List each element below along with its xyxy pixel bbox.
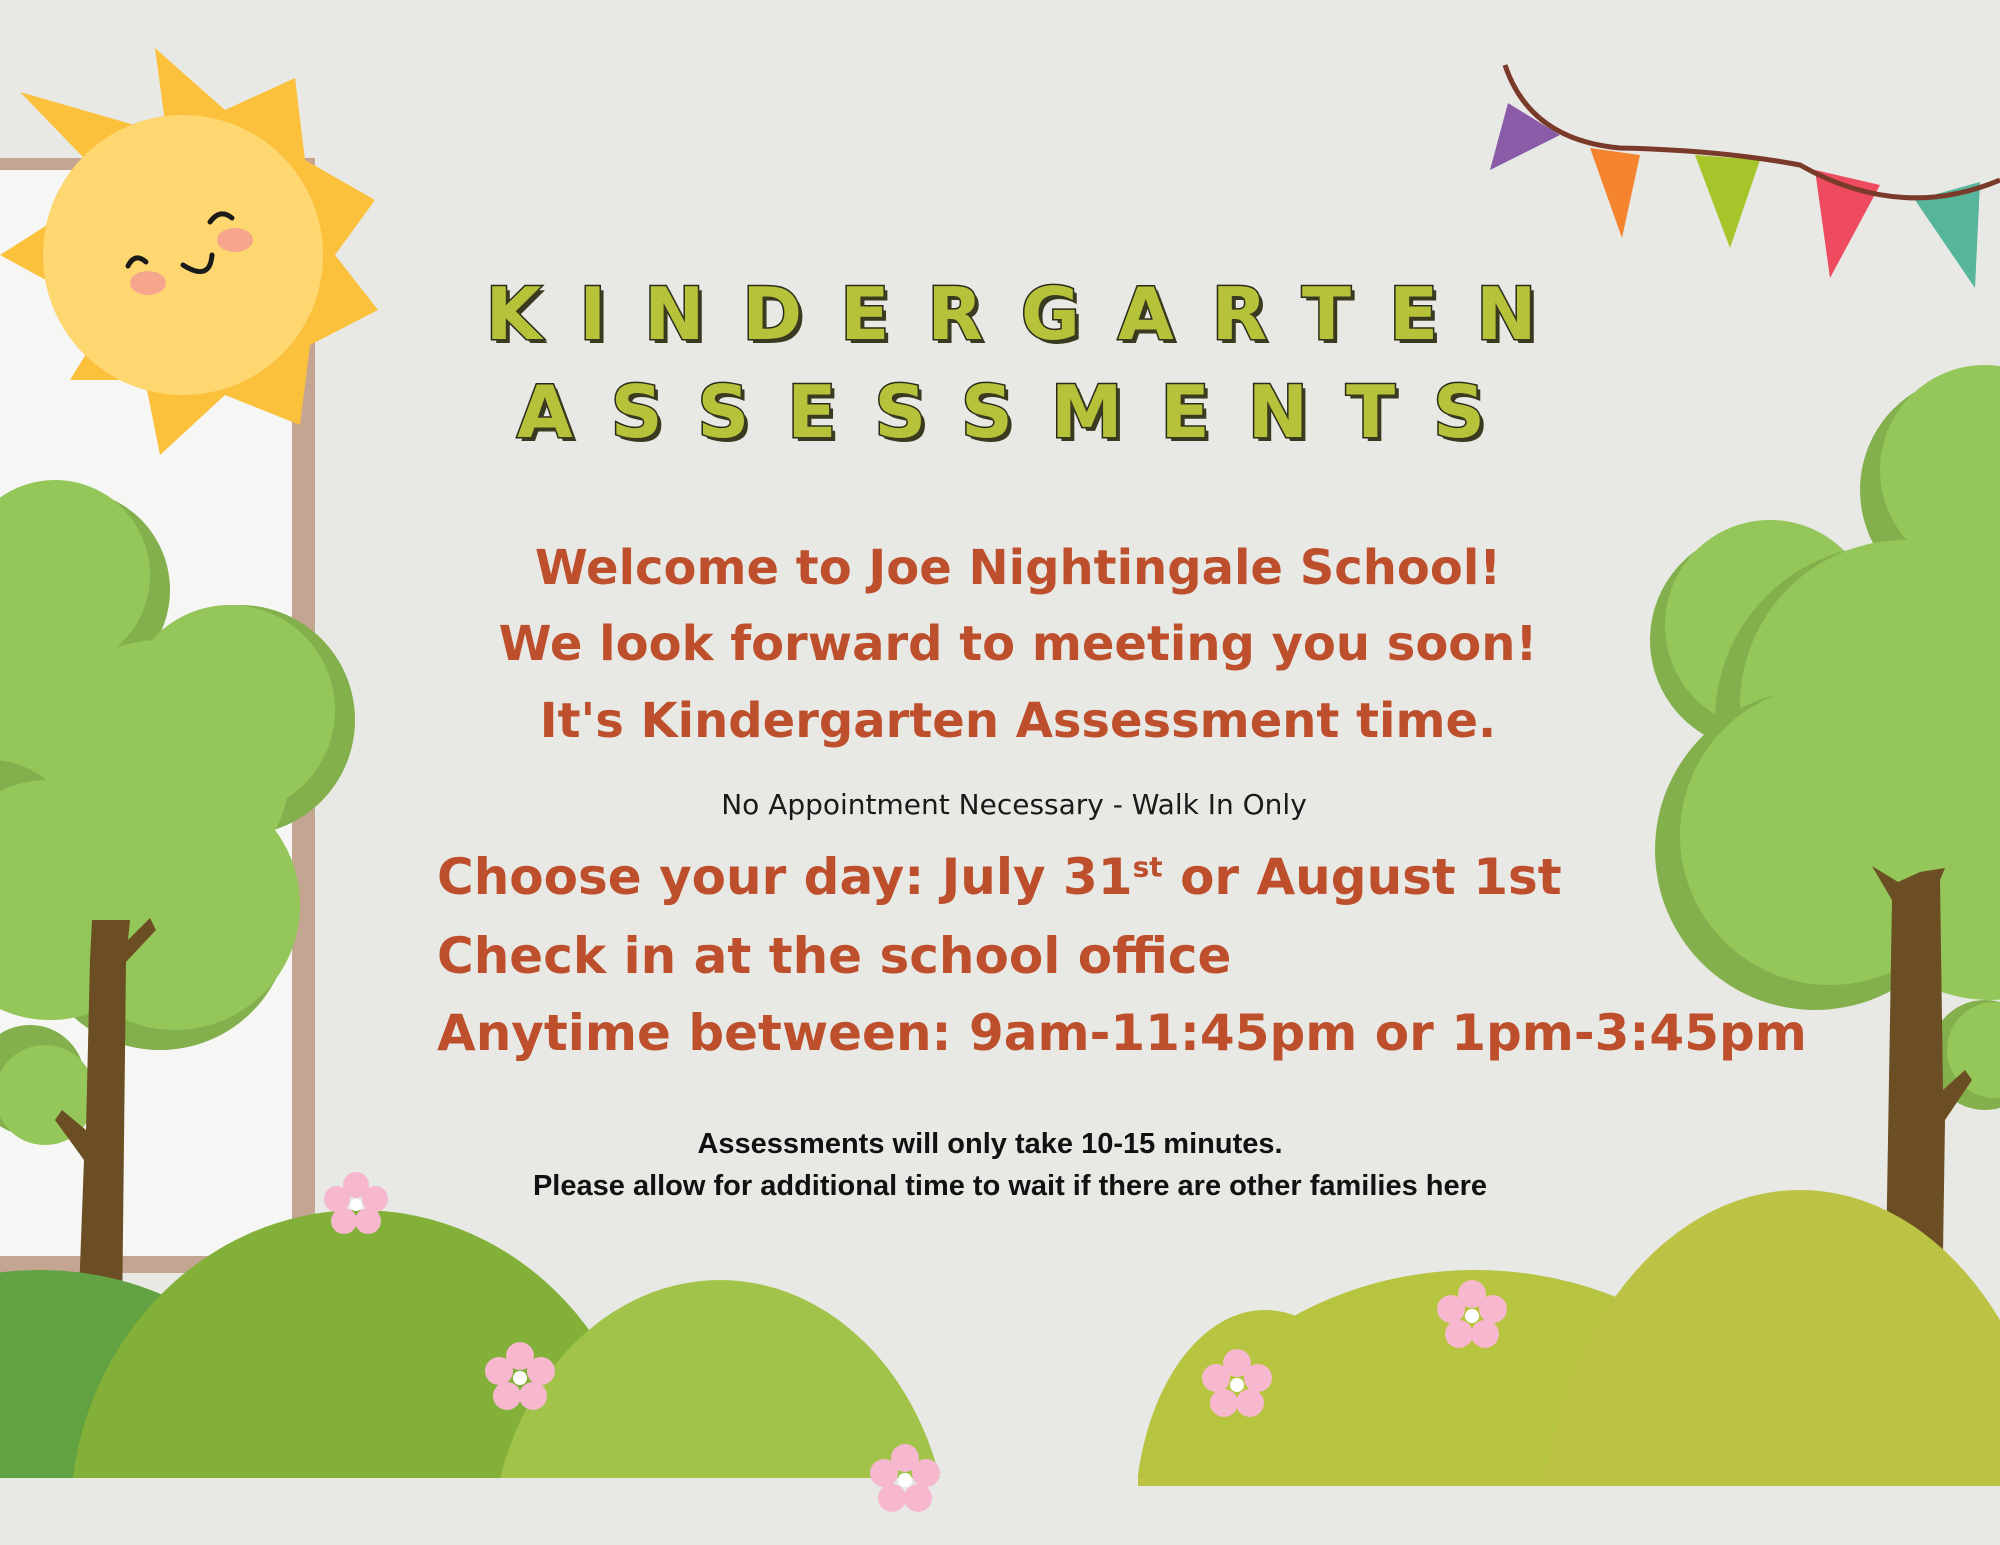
welcome-line-1: Welcome to Joe Nightingale School!	[534, 540, 1502, 596]
footer-line-1: Assessments will only take 10-15 minutes.	[697, 1128, 1283, 1160]
day-ordinal-suffix: st	[1132, 850, 1163, 884]
walk-in-note: No Appointment Necessary - Walk In Only	[721, 788, 1307, 821]
title-line-2: ASSESSMENTS	[517, 370, 1523, 454]
footer-line-2: Please allow for additional time to wait if there are other families here	[532, 1170, 1488, 1202]
day-rest: or August 1st	[1162, 848, 1562, 906]
day-prefix: Choose your day: July 31	[437, 848, 1133, 906]
bunting-flags	[1490, 65, 2000, 288]
welcome-line-3: It's Kindergarten Assessment time.	[539, 693, 1497, 749]
hills	[0, 1190, 2000, 1545]
check-in-line: Check in at the school office	[437, 927, 1232, 985]
title-line-1: KINDERGARTEN	[485, 272, 1575, 356]
choose-day-line	[437, 848, 1562, 906]
welcome-line-2: We look forward to meeting you soon!	[498, 616, 1538, 672]
times-line: Anytime between: 9am-11:45pm or 1pm-3:45pm	[437, 1004, 1807, 1062]
